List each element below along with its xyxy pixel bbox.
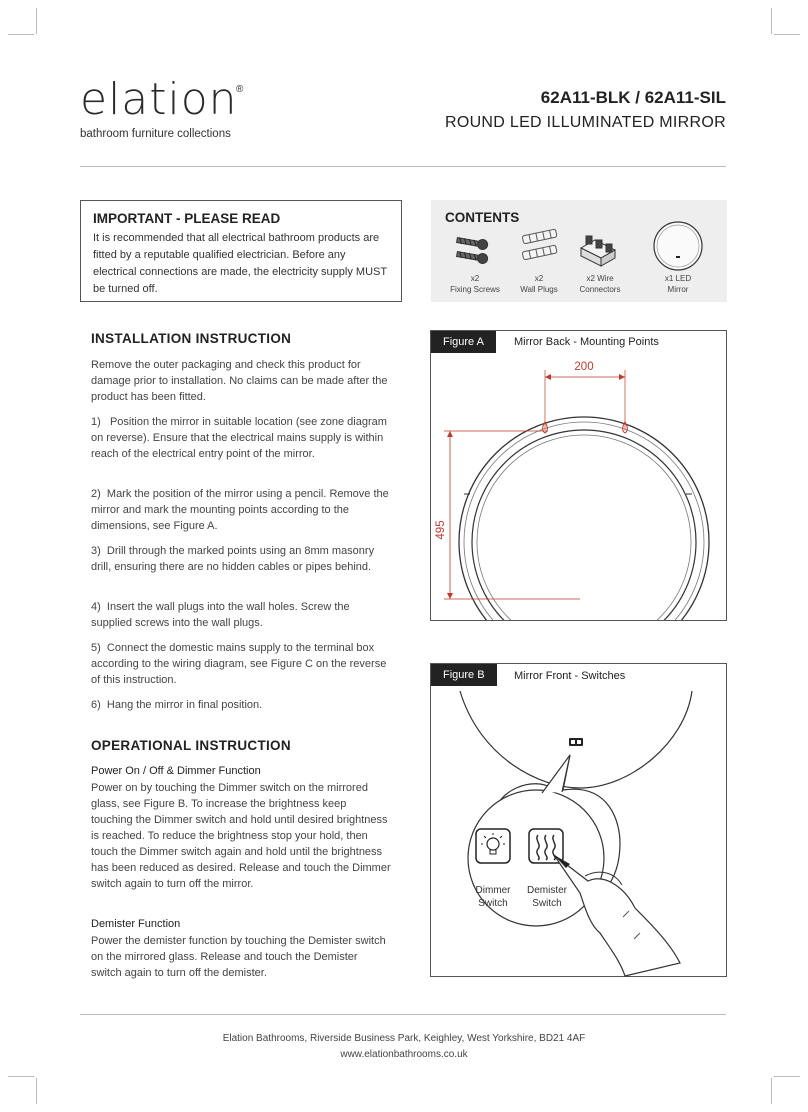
installation-step: 1) Position the mirror in suitable location (see zone diagram on reverse). Ensure that the electrical mains supply is within reach of the electrical entry point of the mirror. <box>91 416 387 460</box>
footer-website[interactable]: www.elationbathrooms.co.uk <box>340 1049 468 1060</box>
footer-divider <box>80 1014 726 1015</box>
mirror-back-diagram <box>430 330 727 621</box>
switch-indicator-icon <box>577 740 581 744</box>
contents-item: x2 Wire Connectors <box>579 274 621 294</box>
figure-a-caption: Mirror Back - Mounting Points <box>514 336 659 348</box>
dimmer-icon <box>476 829 510 863</box>
crop-mark <box>771 8 772 34</box>
demister-body: Power the demister function by touching the Demister switch on the mirrored glass. Release and touch the Demister switch again to turn off the demister. <box>91 935 386 979</box>
important-body: It is recommended that all electrical bathroom products are fitted by a reputable qualified electrician. Before any electrical connections are made, the electricity supply MUST be turned off. <box>93 232 387 295</box>
installation-step: 2) Mark the position of the mirror using a pencil. Remove the mirror and mark the mounting points according to the dimensions, see Figure A. <box>91 488 389 532</box>
width-dimension <box>543 370 628 433</box>
footer-address: Elation Bathrooms, Riverside Business Park, Keighley, West Yorkshire, BD21 4AF <box>222 1033 586 1044</box>
demister-subheading: Demister Function <box>91 918 181 930</box>
switch-indicator-icon <box>571 740 575 744</box>
product-title: ROUND LED ILLUMINATED MIRROR <box>444 114 726 131</box>
contents-item: x2 Fixing Screws <box>450 274 500 294</box>
crop-mark <box>36 8 37 34</box>
wall-plug-icon <box>522 229 557 260</box>
model-number: 62A11-BLK / 62A11-SIL <box>540 88 726 107</box>
installation-step: 6) Hang the mirror in final position. <box>91 699 263 711</box>
crop-mark <box>8 34 34 35</box>
screw-icon <box>456 235 488 264</box>
dimmer-body: Power on by touching the Dimmer switch on the mirrored glass, see Figure B. To increase the brightness keep touching the Dimmer switch and hold until desired brightness is reached. To reduce the brightness stop your hold, then touch the Dimmer switch again and hold until the brightness has been reduced as desired. Release and touch the Dimmer switch again to turn off the mirror. <box>91 782 391 890</box>
mirror-front-diagram <box>430 663 727 977</box>
dimmer-label: Switch <box>478 898 508 909</box>
mirror-inner-ring <box>472 430 696 621</box>
header-divider <box>80 166 726 167</box>
mirror-outer-ring-inner <box>464 422 704 621</box>
important-title: IMPORTANT - PLEASE READ <box>93 211 281 226</box>
brand-tagline: bathroom furniture collections <box>80 128 231 140</box>
registered-mark: ® <box>236 84 244 95</box>
figure-b-tag: Figure B <box>431 664 497 686</box>
installation-intro: Remove the outer packaging and check this product for damage prior to installation. No claims can be made after the product has been fitted. <box>91 359 388 403</box>
mirror-inner-ring-inner <box>477 435 691 621</box>
crop-mark <box>36 1078 37 1104</box>
important-notice <box>80 200 402 302</box>
wire-connector-icon <box>581 236 615 266</box>
figure-a-tag: Figure A <box>431 331 496 353</box>
installation-step: 5) Connect the domestic mains supply to the terminal box according to the wiring diagram, see Figure C on the reverse of this instruction. <box>91 642 387 686</box>
crop-mark <box>774 34 800 35</box>
operational-heading: OPERATIONAL INSTRUCTION <box>91 738 291 753</box>
demister-label: Switch <box>532 898 562 909</box>
mirror-outer-ring <box>459 417 709 621</box>
installation-step: 3) Drill through the marked points using an 8mm masonry drill, ensuring there are no hidden cables or pipes behind. <box>91 545 375 573</box>
brand-logo: elation <box>80 74 238 125</box>
installation-heading: INSTALLATION INSTRUCTION <box>91 331 292 346</box>
crop-mark <box>774 1076 800 1077</box>
dimmer-subheading: Power On / Off & Dimmer Function <box>91 765 261 777</box>
contents-title: CONTENTS <box>445 210 520 225</box>
crop-mark <box>8 1076 34 1077</box>
installation-step: 4) Insert the wall plugs into the wall holes. Screw the supplied screws into the wall plugs. <box>91 601 350 629</box>
contents-item: x2 Wall Plugs <box>520 274 558 294</box>
demister-label: Demister <box>526 885 568 896</box>
figure-b-caption: Mirror Front - Switches <box>514 670 626 682</box>
crop-mark <box>771 1078 772 1104</box>
height-dimension-label: 495 <box>435 520 447 540</box>
round-mirror-icon <box>654 222 702 270</box>
dimmer-label: Dimmer <box>475 885 511 896</box>
contents-item: x1 LED Mirror <box>664 274 692 294</box>
width-dimension-label: 200 <box>574 361 594 373</box>
